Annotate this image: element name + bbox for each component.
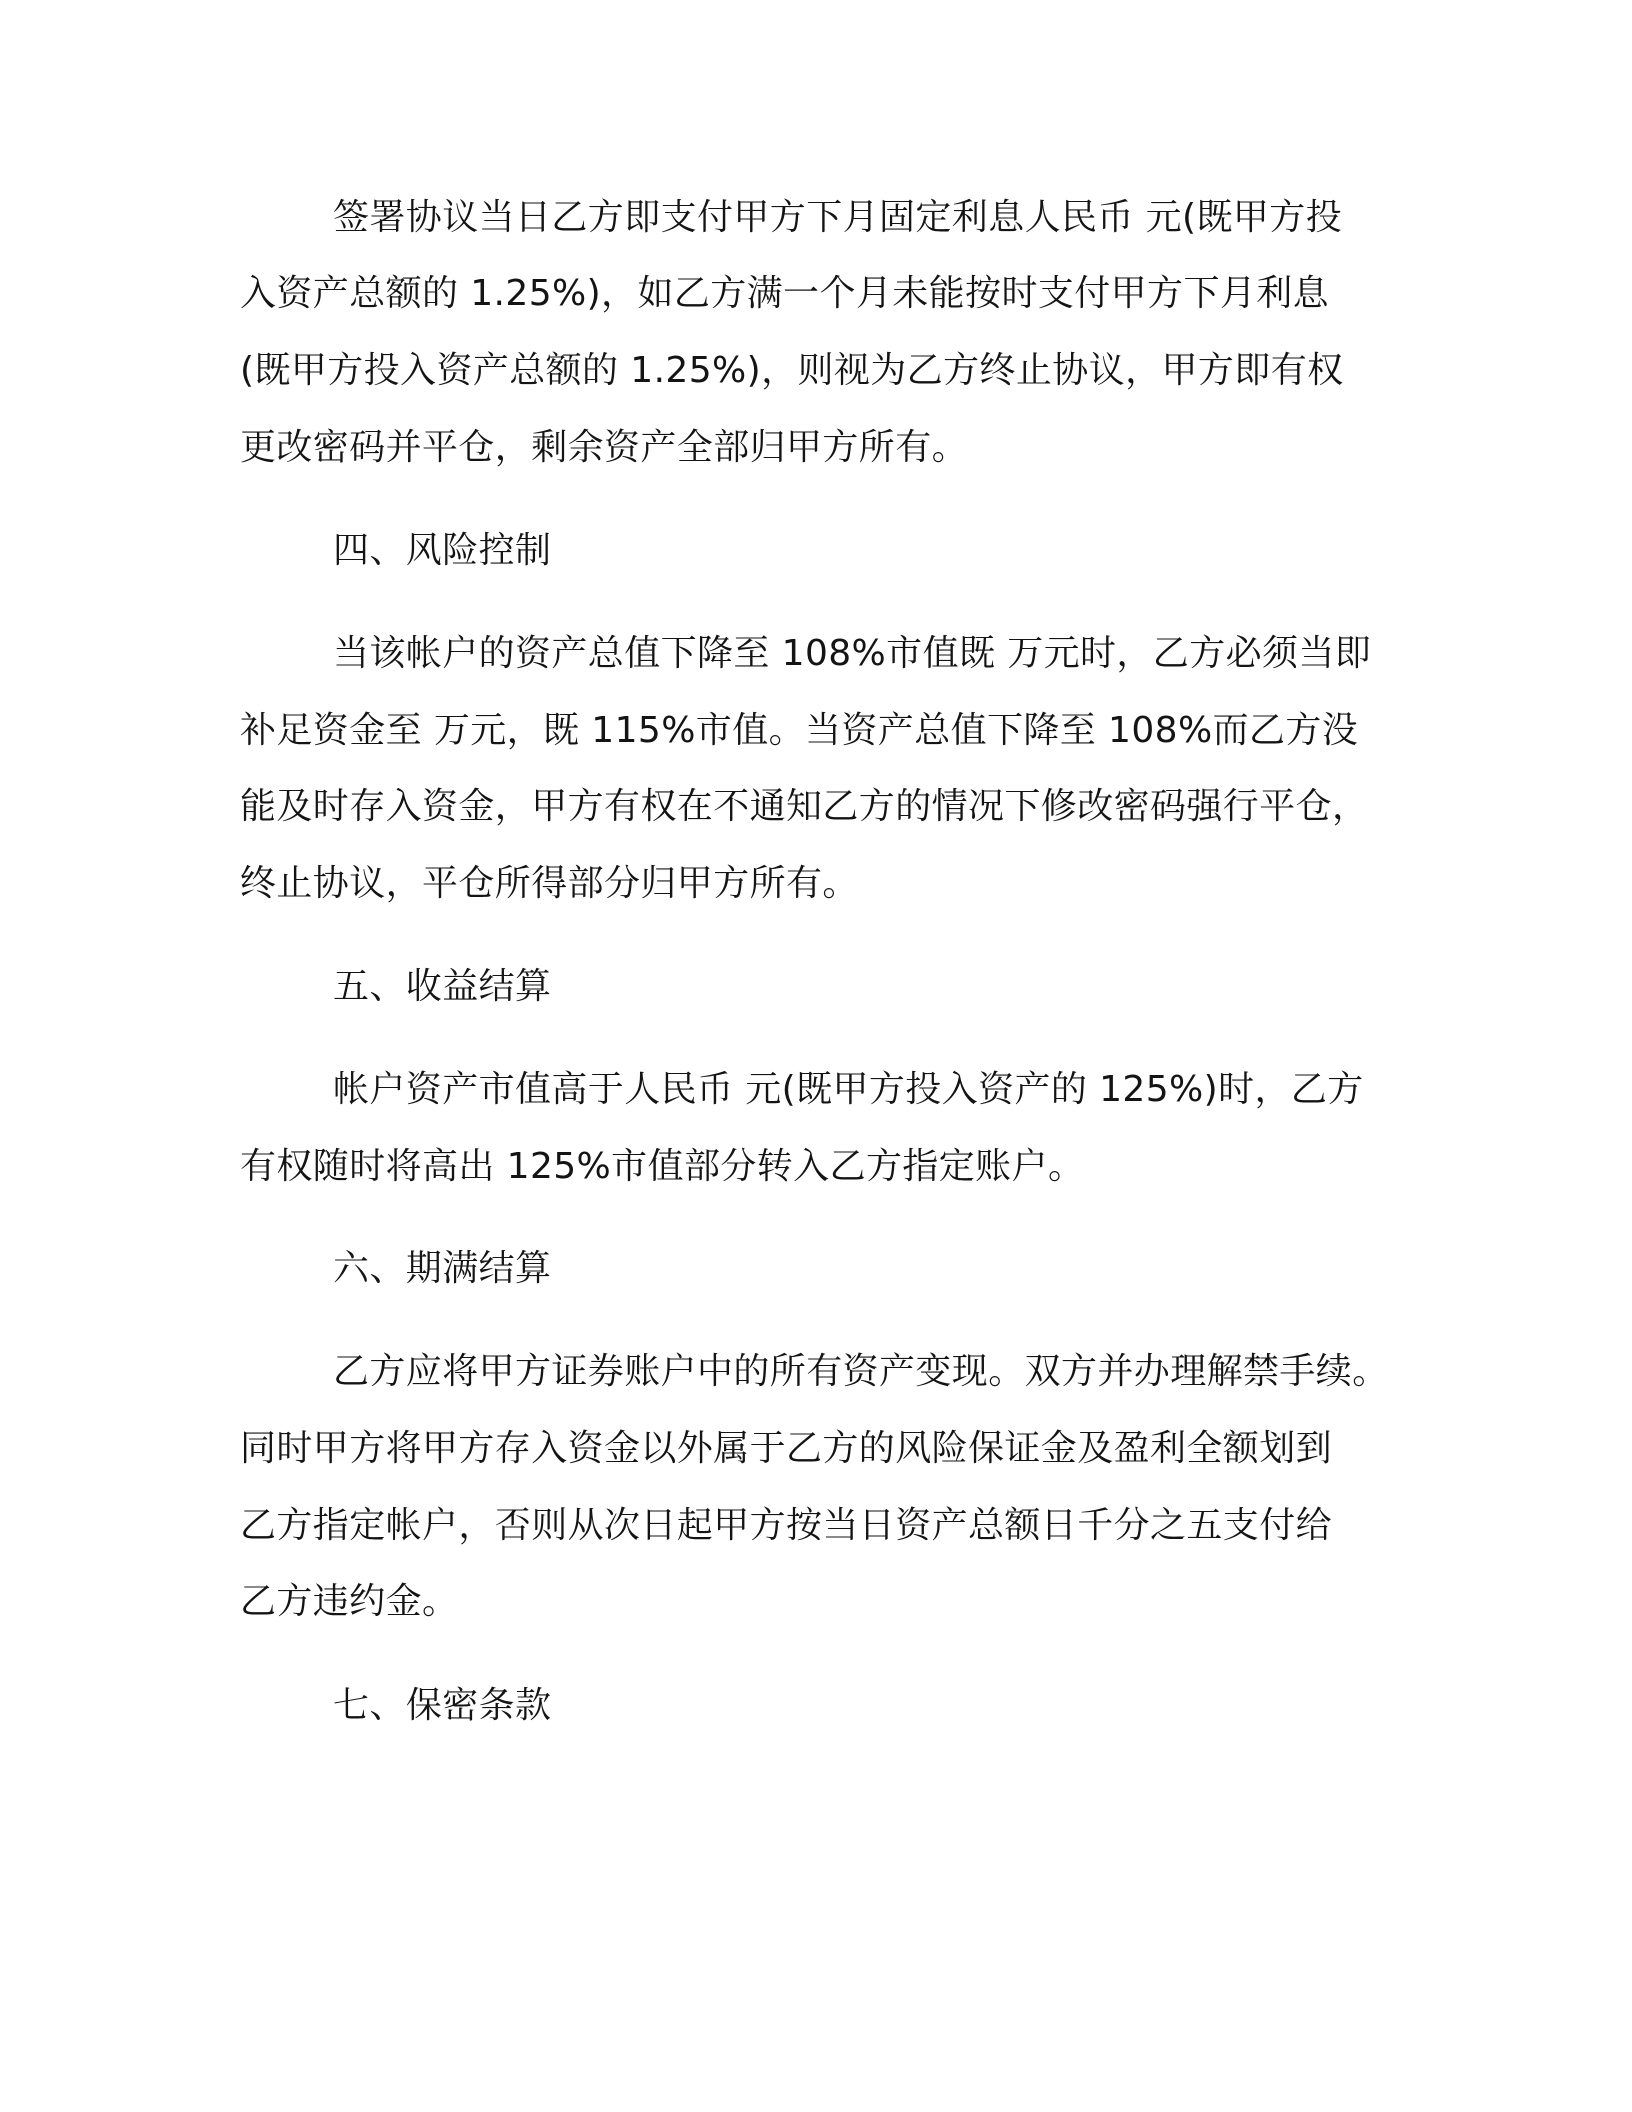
paragraph-line: 终止协议，平仓所得部分归甲方所有。 — [240, 863, 859, 904]
paragraph-line: 能及时存入资金，甲方有权在不通知乙方的情况下修改密码强行平仓， — [240, 786, 1369, 827]
paragraph-line: 入资产总额的 1.25%)，如乙方满一个月未能按时支付甲方下月利息 — [240, 273, 1330, 314]
paragraph-line: 同时甲方将甲方存入资金以外属于乙方的风险保证金及盈利全额划到 — [240, 1428, 1333, 1469]
paragraph-line: 更改密码并平仓，剩余资产全部归甲方所有。 — [240, 427, 969, 468]
section-heading-confidentiality: 七、保密条款 — [333, 1685, 552, 1726]
paragraph-line: 乙方指定帐户，否则从次日起甲方按当日资产总额日千分之五支付给 — [240, 1505, 1333, 1546]
section-heading-expiry-settlement: 六、期满结算 — [333, 1248, 552, 1289]
paragraph-line: 当该帐户的资产总值下降至 108%市值既 万元时，乙方必须当即 — [333, 633, 1372, 674]
paragraph-line: 乙方应将甲方证券账户中的所有资产变现。双方并办理解禁手续。 — [333, 1351, 1389, 1392]
section-heading-risk-control: 四、风险控制 — [333, 530, 552, 571]
paragraph-line: 补足资金至 万元，既 115%市值。当资产总值下降至 108%而乙方没 — [240, 710, 1359, 751]
section-heading-profit-settlement: 五、收益结算 — [333, 966, 552, 1007]
paragraph-line: (既甲方投入资产总额的 1.25%)，则视为乙方终止协议，甲方即有权 — [240, 350, 1344, 391]
paragraph-line: 乙方违约金。 — [240, 1581, 459, 1622]
paragraph-line: 有权随时将高出 125%市值部分转入乙方指定账户。 — [240, 1146, 1085, 1187]
paragraph-line: 帐户资产市值高于人民币 元(既甲方投入资产的 125%)时，乙方 — [333, 1069, 1364, 1110]
paragraph-line: 签署协议当日乙方即支付甲方下月固定利息人民币 元(既甲方投 — [333, 197, 1343, 238]
